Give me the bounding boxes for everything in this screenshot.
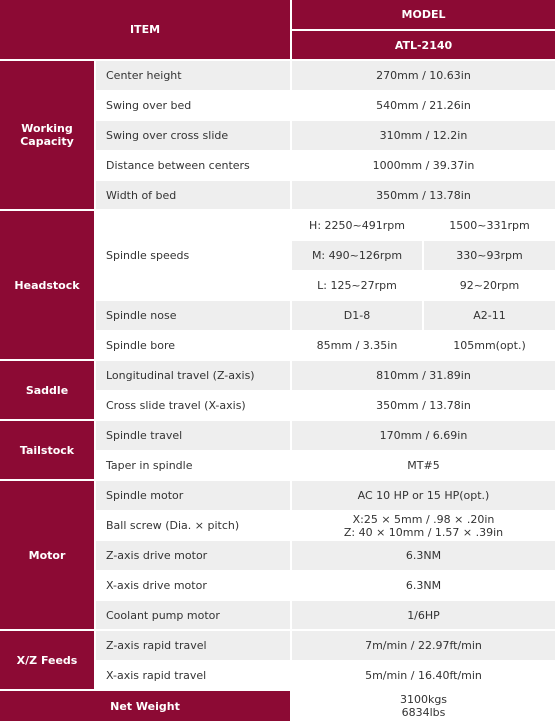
section-working-capacity: Working Capacity xyxy=(0,61,94,209)
spec-label-spindle-bore: Spindle bore xyxy=(96,331,290,359)
spec-value-longitudinal-travel: 810mm / 31.89in xyxy=(292,361,555,390)
spec-value-z-axis-rapid-travel: 7m/min / 22.97ft/min xyxy=(292,631,555,660)
ball-screw-x: X:25 × 5mm / .98 × .20in xyxy=(352,512,495,526)
spec-label-x-axis-drive-motor: X-axis drive motor xyxy=(96,571,290,600)
spec-value-speed-high-std: H: 2250~491rpm xyxy=(292,211,422,240)
spec-label-ball-screw: Ball screw (Dia. × pitch) xyxy=(96,511,290,540)
spec-label-taper-in-spindle: Taper in spindle xyxy=(96,451,290,479)
spec-value-speed-high-opt: 1500~331rpm xyxy=(424,211,555,240)
section-motor: Motor xyxy=(0,481,94,629)
spec-label-longitudinal-travel: Longitudinal travel (Z-axis) xyxy=(96,361,290,390)
section-net-weight: Net Weight xyxy=(0,691,290,721)
item-header: ITEM xyxy=(0,0,290,59)
spec-label-width-of-bed: Width of bed xyxy=(96,181,290,209)
section-feeds: X/Z Feeds xyxy=(0,631,94,689)
spec-value-spindle-nose-opt: A2-11 xyxy=(424,301,555,330)
spec-value-z-axis-drive-motor: 6.3NM xyxy=(292,541,555,570)
spec-label-z-axis-drive-motor: Z-axis drive motor xyxy=(96,541,290,570)
spec-label-coolant-pump-motor: Coolant pump motor xyxy=(96,601,290,629)
section-headstock: Headstock xyxy=(0,211,94,359)
spec-value-x-axis-rapid-travel: 5m/min / 16.40ft/min xyxy=(292,661,555,689)
spec-label-cross-slide-travel: Cross slide travel (X-axis) xyxy=(96,391,290,419)
spec-value-distance-between-centers: 1000mm / 39.37in xyxy=(292,151,555,180)
spec-label-spindle-motor: Spindle motor xyxy=(96,481,290,510)
net-weight-kgs: 3100kgs xyxy=(399,693,448,706)
spec-value-taper-in-spindle: MT#5 xyxy=(292,451,555,479)
net-weight-lbs: 6834lbs xyxy=(401,706,446,719)
model-header: MODEL xyxy=(292,0,555,29)
spec-label-center-height: Center height xyxy=(96,61,290,90)
spec-label-x-axis-rapid-travel: X-axis rapid travel xyxy=(96,661,290,689)
section-tailstock: Tailstock xyxy=(0,421,94,479)
spec-value-spindle-bore-opt: 105mm(opt.) xyxy=(424,331,555,359)
spec-label-spindle-speeds: Spindle speeds xyxy=(96,211,290,300)
spec-value-cross-slide-travel: 350mm / 13.78in xyxy=(292,391,555,419)
spec-label-spindle-nose: Spindle nose xyxy=(96,301,290,330)
spec-label-distance-between-centers: Distance between centers xyxy=(96,151,290,180)
spec-value-spindle-travel: 170mm / 6.69in xyxy=(292,421,555,450)
spec-value-x-axis-drive-motor: 6.3NM xyxy=(292,571,555,600)
spec-value-spindle-bore-std: 85mm / 3.35in xyxy=(292,331,422,359)
spec-value-net-weight xyxy=(292,691,555,721)
spec-value-swing-over-bed: 540mm / 21.26in xyxy=(292,91,555,120)
spec-label-swing-over-cross-slide: Swing over cross slide xyxy=(96,121,290,150)
spec-label-spindle-travel: Spindle travel xyxy=(96,421,290,450)
section-saddle: Saddle xyxy=(0,361,94,419)
spec-value-ball-screw xyxy=(292,511,555,540)
spec-value-width-of-bed: 350mm / 13.78in xyxy=(292,181,555,209)
model-name: ATL-2140 xyxy=(292,31,555,59)
spec-value-spindle-motor: AC 10 HP or 15 HP(opt.) xyxy=(292,481,555,510)
spec-value-speed-mid-std: M: 490~126rpm xyxy=(292,241,422,270)
spec-value-speed-mid-opt: 330~93rpm xyxy=(424,241,555,270)
spec-value-coolant-pump-motor: 1/6HP xyxy=(292,601,555,629)
spec-value-center-height: 270mm / 10.63in xyxy=(292,61,555,90)
ball-screw-z: Z: 40 × 10mm / 1.57 × .39in xyxy=(343,525,504,539)
spec-label-z-axis-rapid-travel: Z-axis rapid travel xyxy=(96,631,290,660)
spec-value-speed-low-std: L: 125~27rpm xyxy=(292,271,422,300)
spec-value-swing-over-cross-slide: 310mm / 12.2in xyxy=(292,121,555,150)
spec-value-speed-low-opt: 92~20rpm xyxy=(424,271,555,300)
spec-value-spindle-nose-std: D1-8 xyxy=(292,301,422,330)
spec-label-swing-over-bed: Swing over bed xyxy=(96,91,290,120)
